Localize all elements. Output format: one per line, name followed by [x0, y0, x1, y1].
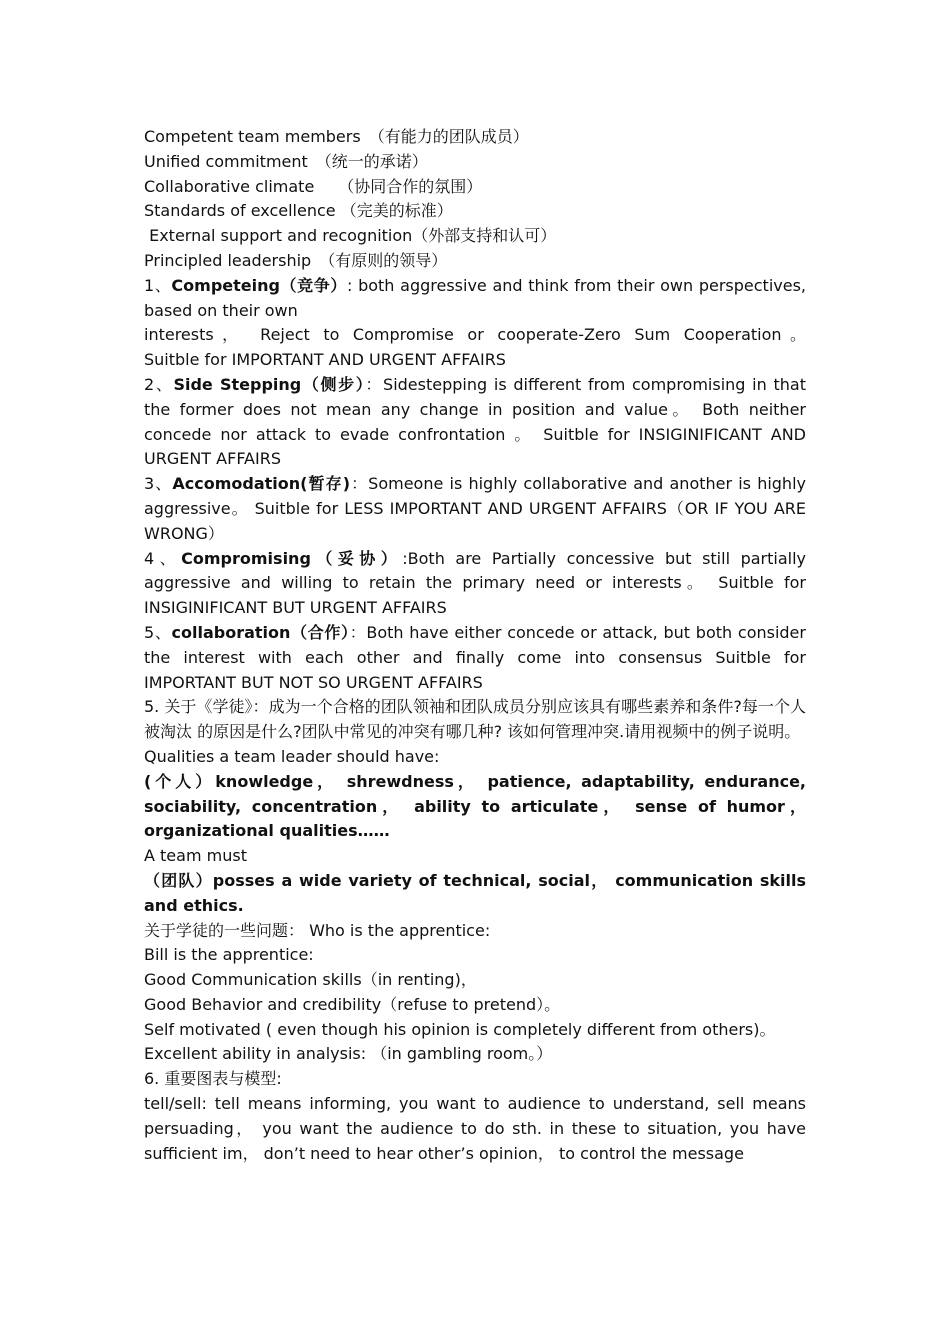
- item-text: Suitble for IMPORTANT AND URGENT AFFAIRS: [144, 350, 506, 370]
- team-characteristic-line: Collaborative climate （协同合作的氛围）: [144, 176, 483, 196]
- item-text: ：Both have either concede or attack, but both consider the interest with each other and finally come into consensus Suitble for IMPORTANT BUT NOT SO URGENT AFFAIRS: [144, 622, 806, 692]
- item-number: 5、: [144, 622, 172, 642]
- leader-qualities: [144, 770, 806, 844]
- apprentice-point: Excellent ability in analysis: （in gambling room。）: [144, 1044, 553, 1064]
- item-text: : both aggressive and think from their own perspectives, based on their own: [144, 275, 806, 320]
- item-text: ：Someone is highly collaborative and another is highly aggressive。 Suitble for LESS IMPORTANT AND URGENT AFFAIRS（OR IF YOU ARE WRONG）: [144, 474, 806, 543]
- apprentice-question: 关于学徒的一些问题： Who is the apprentice:: [144, 920, 491, 940]
- item-title: Accomodation(暂存): [172, 474, 351, 494]
- item-title: Side Stepping（侧步）: [173, 374, 366, 394]
- team-characteristic-line: Unified commitment （统一的承诺）: [144, 151, 428, 171]
- item-text: :Both are Partially concessive but still partially aggressive and willing to retain the primary need or interests。 Suitble for INSIGINIFICANT BUT URGENT AFFAIRS: [144, 548, 807, 618]
- apprentice-point: Good Behavior and credibility（refuse to pretend）。: [144, 994, 561, 1014]
- item-number: 3、: [144, 474, 173, 494]
- item-number: 1、: [144, 275, 172, 295]
- item-title: collaboration（合作）: [171, 622, 350, 642]
- item-text: ：Sidestepping is different from compromising in that the former does not mean any change in position and value。 Both neither concede nor attack to evade confrontation 。 Suitble for INSIGINIFICANT AND URGENT AFFAIRS: [144, 374, 806, 469]
- team-qualities-text: （团队）posses a wide variety of technical, social， communication skills and ethics.: [144, 870, 806, 915]
- apprentice-point: Good Communication skills（in renting)，: [144, 970, 477, 990]
- team-qualities: [144, 869, 806, 919]
- conflict-style-collaboration: [144, 621, 806, 695]
- item-number: 2、: [144, 374, 174, 394]
- conflict-style-compromising: [144, 547, 806, 621]
- section-6-heading: 6. 重要图表与模型:: [144, 1069, 282, 1089]
- question-5: 5. 关于《学徒》：成为一个合格的团队领袖和团队成员分别应该具有哪些素养和条件?每一个人被淘汰 的原因是什么?团队中常见的冲突有哪几种? 该如何管理冲突.请用视频中的例子说明。: [144, 697, 806, 742]
- conflict-style-side-stepping: [144, 373, 806, 472]
- team-intro: A team must: [144, 846, 247, 866]
- item-number: 4、: [144, 548, 182, 568]
- leader-qualities-text: (个人）knowledge， shrewdness， patience, adaptability, endurance, sociability, concentration， ability to articulate， sense of humor， organizational qualities……: [144, 771, 806, 841]
- team-characteristic-line: Standards of excellence （完美的标准）: [144, 201, 453, 221]
- document-body: [144, 125, 806, 1166]
- conflict-style-accomodation: [144, 472, 806, 546]
- item-text: interests， Reject to Compromise or cooperate-Zero Sum Cooperation。: [144, 325, 806, 345]
- leader-qualities-intro: Qualities a team leader should have:: [144, 746, 440, 766]
- apprentice-answer: Bill is the apprentice:: [144, 945, 314, 965]
- apprentice-point: Self motivated ( even though his opinion is completely different from others)。: [144, 1019, 776, 1039]
- team-characteristic-line: Competent team members （有能力的团队成员）: [144, 127, 529, 146]
- item-title: Compromising（妥协）: [181, 548, 403, 568]
- conflict-style-competing: [144, 274, 806, 373]
- team-characteristic-line: External support and recognition（外部支持和认可）: [144, 226, 557, 246]
- item-title: Competeing（竞争）: [171, 275, 347, 295]
- team-characteristic-line: Principled leadership （有原则的领导）: [144, 250, 448, 270]
- tell-sell-paragraph: tell/sell: tell means informing, you want to audience to understand, sell means persuading， you want the audience to do sth. in these to situation, you have sufficient im， don’t need to hear other’s opinion， to control the message: [144, 1094, 806, 1163]
